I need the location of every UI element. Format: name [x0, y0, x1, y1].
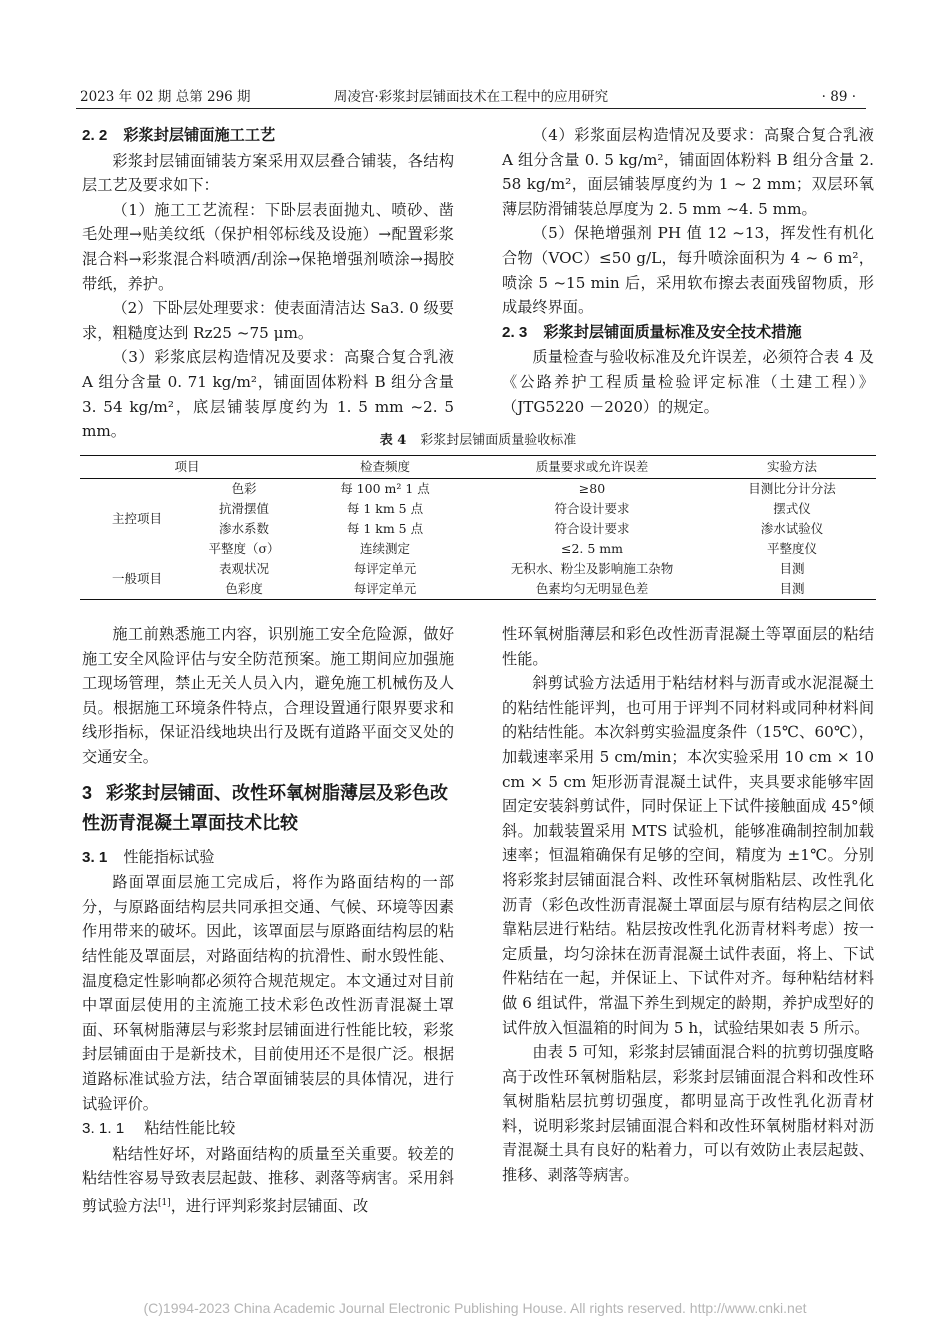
table-cell: ≥80	[578, 481, 606, 496]
table-cell: 渗水系数	[218, 521, 269, 536]
group-label: 一般项目	[111, 571, 162, 586]
paragraph: （3）彩浆底层构造情况及要求：高聚合复合乳液 A 组分含量 0. 71 kg/m²，铺面固体粉料 B 组分含量 3. 54 kg/m²，底层铺装厚度约为 1. 5 mm ~2. 5 mm。	[82, 348, 454, 441]
table-row	[80, 519, 876, 539]
paragraph: （5）保艳增强剂 PH 值 12 ~13，挥发性有机化合物（VOC）≤50 g/L，每升喷涂面积为 4 ~ 6 m²，喷涂 5 ~15 min 后，采用软布擦去表面残留物质，形成最终界面。	[502, 224, 874, 317]
page-number: · 89 ·	[821, 89, 856, 105]
table-cell: 每 1 km 5 点	[346, 501, 424, 516]
table-cell: 符合设计要求	[554, 521, 630, 536]
table-cell: 每 1 km 5 点	[346, 521, 424, 536]
running-header	[76, 88, 866, 109]
table-cell: 摆式仪	[773, 501, 811, 516]
table-row	[80, 499, 876, 519]
table-row	[80, 479, 876, 500]
paragraph: 性环氧树脂薄层和彩色改性沥青混凝土等罩面层的粘结性能。	[502, 625, 874, 668]
journal-issue: 2023 年 02 期 总第 296 期	[80, 89, 251, 105]
table-cell: 色素均匀无明显色差	[535, 581, 649, 596]
quality-acceptance-table	[80, 455, 876, 600]
section-heading-3-1: 3. 1 性能指标试验	[82, 847, 215, 866]
citation-ref[interactable]: [1]	[157, 1197, 171, 1208]
paragraph: 质量检查与验收标准及允许误差，必须符合表 4 及《公路养护工程质量检验评定标准（土建工程）》（JTG5220 －2020）的规定。	[502, 348, 874, 416]
paragraph: 由表 5 可知，彩浆封层铺面混合料的抗剪切强度略高于改性环氧树脂粘层，彩浆封层铺面混合料和改性环氧树脂粘层抗剪切强度，都明显高于改性乳化沥青材料，说明彩浆封层铺面混合料和改性环氧树脂材料对沥青混凝土具有良好的粘着力，可以有效防止表层起鼓、推移、剥落等病害。	[502, 1043, 874, 1185]
paragraph: （2）下卧层处理要求：使表面清洁达 Sa3. 0 级要求，粗糙度达到 Rz25 ~75 μm。	[82, 299, 454, 342]
table-caption: 表 4 彩浆封层铺面质量验收标准	[379, 433, 577, 448]
table-row	[80, 539, 876, 559]
table-header-cell: 质量要求或允许误差	[535, 459, 649, 474]
section-heading-2-2: 2. 2 彩浆封层铺面施工工艺	[82, 126, 276, 144]
table-cell: 抗滑摆值	[218, 501, 269, 516]
table-header-cell: 项目	[174, 459, 200, 474]
table-cell: 目测比分计分法	[748, 481, 836, 496]
group-label: 主控项目	[111, 511, 162, 526]
section-heading-2-3: 2. 3 彩浆封层铺面质量标准及安全技术措施	[502, 322, 802, 341]
paragraph: 路面罩面层施工完成后，将作为路面结构的一部分，与原路面结构层共同承担交通、气候、环境等因素作用带来的破坏。因此，该罩面层与原路面结构层的粘结性能及罩面层，对路面结构的抗滑性、耐水毁性能、温度稳定性影响都必须符合规范规定。本文通过对目前中罩面层使用的主流施工技术彩色改性沥青混凝土罩面、环氧树脂薄层与彩浆封层铺面进行性能比较，彩浆封层铺面由于是新技术，目前使用还不是很广泛。根据道路标准试验方法，结合罩面铺装层的具体情况，进行试验评价。	[82, 873, 454, 1113]
running-title: 周凌宫·彩浆封层铺面技术在工程中的应用研究	[333, 89, 609, 105]
right-column-bottom	[502, 622, 874, 1188]
table-cell: 连续测定	[359, 541, 410, 556]
table-cell: 无积水、粉尘及影响施工杂物	[510, 561, 674, 576]
table-cell: 每评定单元	[353, 561, 417, 576]
table-cell: 符合设计要求	[554, 501, 630, 516]
table-cell: 色彩	[231, 481, 257, 496]
table-cell: 平整度仪	[766, 541, 817, 556]
table-cell: 目测	[779, 561, 805, 576]
right-column-top	[502, 123, 874, 419]
paragraph: 施工前熟悉施工内容，识别施工安全危险源，做好施工安全风险评估与安全防范预案。施工期间应加强施工现场管理，禁止无关人员入内，避免施工机械伤及人员。根据施工环境条件特点，合理设置通行限界要求和线形指标，保证沿线地块出行及既有道路平面交叉处的交通安全。	[82, 625, 454, 766]
table-cell: 每评定单元	[353, 581, 417, 596]
table-header-cell: 检查频度	[359, 459, 410, 474]
paragraph: （1）施工工艺流程：下卧层表面抛丸、喷砂、凿毛处理→贴美纹纸（保护相邻标线及设施）→配置彩浆混合料→彩浆混合料喷洒/刮涂→保艳增强剂喷涂→揭胶带纸，养护。	[82, 200, 454, 293]
table-header-cell: 实验方法	[766, 459, 817, 474]
paragraph: 彩浆封层铺面铺装方案采用双层叠合铺装，各结构层工艺及要求如下：	[82, 151, 454, 195]
copyright-footer: (C)1994-2023 China Academic Journal Electronic Publishing House. All rights reserved. http://www.cnki.net	[143, 1300, 807, 1316]
table-cell: 每 100 m² 1 点	[340, 481, 430, 496]
paragraph: 斜剪试验方法适用于粘结材料与沥青或水泥混凝土的粘结性能评判，也可用于评判不同材料或同种材料间的粘结性能。本次斜剪实验温度条件（15℃、60℃），加载速率采用 5 cm/min；本次实验采用 10 cm × 10 cm × 5 cm 矩形沥青混凝土试件，夹具要求能够牢固固定安装斜剪试件，同时保证上下试件接触面成 45°倾斜。加载装置采用 MTS 试验机，能够准确制控制加载速率；恒温箱确保有足够的空间，精度为 ±1℃。分别将彩浆封层铺面混合料、改性环氧树脂粘层、改性乳化沥青（彩色改性沥青混凝土罩面层与原有结构层之间依靠粘层进行粘结。粘层按改性乳化沥青材料考虑）按一定质量，均匀涂抹在沥青混凝土试件表面，将上、下试件粘结在一起，并保证上、下试件对齐。每种粘结材料做 6 组试件，常温下养生到规定的龄期，养护成型好的试件放入恒温箱的时间为 5 h，试验结果如表 5 所示。	[502, 674, 874, 1037]
table-cell: 目测	[779, 581, 805, 596]
left-column-top	[82, 123, 454, 444]
table-row	[80, 579, 876, 600]
table-cell: 渗水试验仪	[760, 521, 824, 536]
section-heading-3: 3 彩浆封层铺面、改性环氧树脂薄层及彩色改性沥青混凝土罩面技术比较	[82, 782, 449, 834]
paragraph: （4）彩浆面层构造情况及要求：高聚合复合乳液 A 组分含量 0. 5 kg/m²，铺面固体粉料 B 组分含量 2. 58 kg/m²，面层铺装厚度约为 1 ~ 2 mm；双层环氧薄层防滑铺装总厚度为 2. 5 mm ~4. 5 mm。	[502, 126, 874, 218]
table-cell: 平整度（σ）	[208, 541, 280, 556]
table-cell: ≤2. 5 mm	[560, 541, 623, 556]
left-column-bottom	[82, 622, 454, 1219]
section-heading-3-1-1: 3. 1. 1 粘结性能比较	[82, 1119, 236, 1138]
table-row	[80, 559, 876, 579]
table-cell: 表观状况	[218, 561, 269, 576]
paragraph: 粘结性好坏，对路面结构的质量至关重要。较差的粘结性容易导致表层起鼓、推移、剥落等病害。采用斜剪试验方法[1]，进行评判彩浆封层铺面、改	[82, 1144, 454, 1215]
table-header-row	[80, 456, 876, 479]
table-cell: 色彩度	[225, 581, 263, 596]
